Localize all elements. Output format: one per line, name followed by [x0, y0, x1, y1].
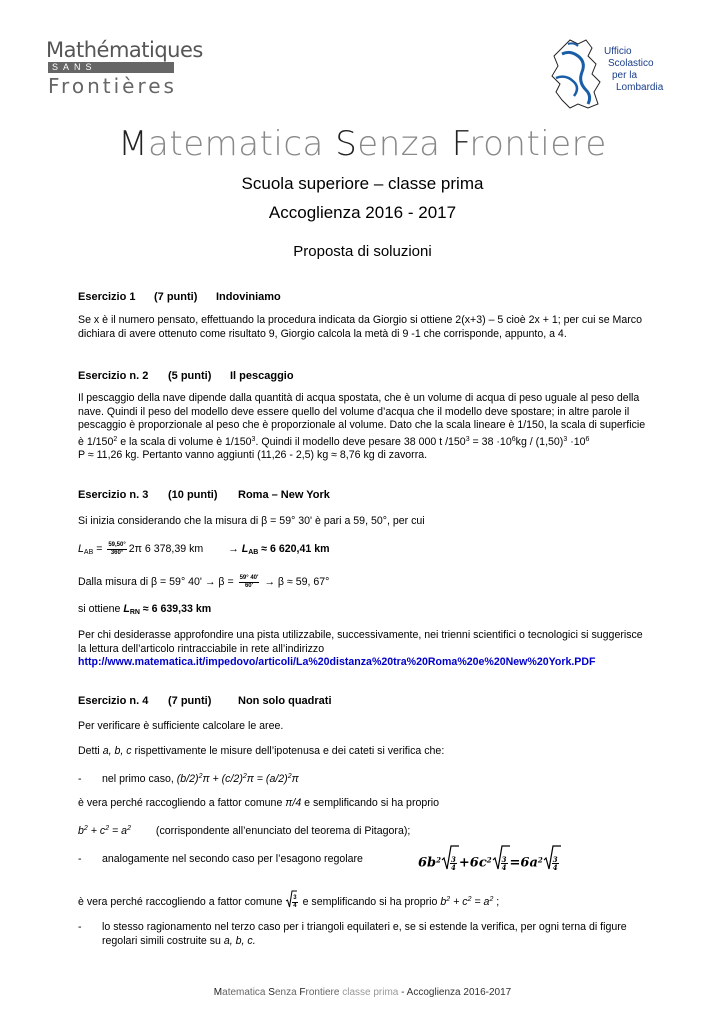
lab-calc: 2π 6 378,39 km	[128, 543, 204, 555]
ex3-title: Esercizio n. 3	[78, 489, 149, 501]
hf-6c: +6c	[458, 855, 487, 871]
c1-b: 2	[198, 773, 203, 780]
ex4-pythagoras	[78, 822, 653, 839]
logo-perla: per la	[612, 70, 638, 81]
lrn-symbol: L	[123, 603, 130, 615]
title-r3: rontiere	[469, 124, 607, 164]
b2-d: 2	[446, 895, 451, 903]
ex4-detti	[78, 745, 653, 759]
hf-exp2: 2	[486, 855, 492, 865]
logo-lombardia: Lombardia	[616, 82, 664, 93]
title-s: S	[335, 124, 358, 164]
res-sub: AB	[248, 549, 259, 556]
frac1-num: 59,50°	[108, 541, 126, 548]
hf-frac2-den: 4	[501, 862, 507, 872]
ex3-intro: Si inizia considerando che la misura di β = 59° 30' è pari a 59, 50°, per cui	[78, 515, 425, 527]
ex1-text: Se x è il numero pensato, effettuando la procedura indicata da Giorgio si ottiene 2(x+3) – 5 cioè 2x + 1; per cui se Marco dichiara di avere ottenuto come risultato 9, Giorgio calcola la metà di 9 -1 che corrisponde, appunto, a 4.	[78, 314, 642, 340]
title-r1: atematica	[148, 124, 336, 164]
title-f: F	[451, 124, 470, 164]
frac-5940-60	[239, 575, 260, 590]
ex2-s11: ·10	[567, 435, 586, 448]
res-value: ≈ 6 620,41 km	[258, 543, 330, 555]
logo-line2: SANS	[52, 62, 97, 72]
hf-frac2	[501, 856, 508, 871]
py-a: b	[78, 825, 84, 837]
ex2-s2: 2	[113, 435, 118, 443]
lab-sub: AB	[83, 549, 94, 556]
lab-symbol: L	[78, 543, 84, 555]
beta-result: → β ≈ 59, 67°	[264, 576, 330, 588]
ex3-further	[78, 629, 653, 670]
case3-text	[78, 921, 653, 948]
ex4-name: Non solo quadrati	[238, 695, 332, 707]
title-r2: enza	[357, 124, 452, 164]
lrn-text: si ottiene	[78, 603, 124, 615]
ex3-formula-lab	[78, 540, 653, 562]
ex4-title: Esercizio n. 4	[78, 695, 149, 707]
c1-a: (b/2)	[176, 773, 199, 785]
py-d: 2	[105, 825, 110, 832]
subtitle-solutions: Proposta di soluzioni	[293, 243, 432, 260]
ex4-intro: Per verificare è sufficiente calcolare le aree.	[78, 720, 284, 732]
ex2-s6: 3	[465, 435, 470, 443]
logo-line1: Mathématiques	[46, 38, 203, 62]
b2-i: ;	[493, 895, 500, 908]
because2-a: è vera perché raccogliendo a fattor comune	[78, 895, 286, 908]
because1-c: e semplificando si ha proprio	[301, 797, 440, 809]
ex3-points: (10 punti)	[168, 489, 218, 501]
ex1-heading	[78, 291, 281, 303]
logo-ufficio: Ufficio	[604, 46, 632, 57]
because2-frac-den: 4	[293, 902, 297, 909]
ex2-s3: e la scala di volume è 1/150	[117, 435, 252, 448]
logo-scolastico: Scolastico	[608, 58, 654, 69]
ex2-title: Esercizio n. 2	[78, 370, 149, 382]
ex2-points: (5 punti)	[168, 370, 212, 382]
because1-a: è vera perché raccogliendo a fattor comune	[78, 797, 286, 809]
footer-r2: enza	[274, 987, 300, 998]
dash-3: -	[78, 921, 82, 933]
detti-abc: a, b, c	[102, 745, 132, 757]
detti-a: Detti	[78, 745, 103, 757]
detti-rest: rispettivamente le misure dell’ipotenusa e dei cateti si verifica che:	[131, 745, 445, 757]
ex4-heading	[78, 695, 332, 707]
c1-c: π + (c/2)	[202, 773, 243, 785]
ex1-points: (7 punti)	[154, 291, 198, 303]
subtitle-year: Accoglienza 2016 - 2017	[268, 203, 457, 222]
ex2-text	[78, 392, 653, 463]
hf-frac3-num: 3	[552, 854, 558, 864]
lrn-value: ≈ 6 639,33 km	[139, 603, 212, 615]
b2-f: 2	[467, 895, 472, 903]
ex2-s8: 6	[511, 435, 516, 443]
lrn-sub: RN	[129, 609, 140, 616]
hexagon-formula	[418, 845, 561, 881]
ex3-name: Roma – New York	[238, 489, 330, 501]
because1-pi4: π/4	[285, 797, 302, 809]
arrow-1: →	[228, 543, 239, 555]
py-b: 2	[83, 825, 88, 832]
ex4-case1	[78, 770, 653, 787]
footer-class: classe prima	[339, 987, 399, 998]
ex4-case2	[78, 853, 653, 867]
ex4-because1	[78, 797, 653, 811]
frac-5950-360	[107, 542, 126, 557]
subtitle-level: Scuola superiore – classe prima	[241, 174, 484, 193]
ex4-points: (7 punti)	[168, 695, 212, 707]
ex2-result: P ≈ 11,26 kg. Pertanto vanno aggiunti (11,26 - 2,5) kg ≈ 8,76 kg di zavorra.	[78, 449, 428, 462]
py-note: (corrispondente all’enunciato del teorema di Pitagora);	[155, 825, 411, 837]
ufficio-scolastico-logo	[548, 34, 678, 114]
lab-eq: =	[93, 543, 106, 555]
res-symbol: L	[241, 543, 249, 555]
hf-6b: 6b	[418, 855, 437, 871]
ex2-s4: 3	[251, 435, 256, 443]
hf-6a: =6a	[509, 855, 538, 871]
ex2-s12: 6	[585, 435, 590, 443]
ex2-name: Il pescaggio	[230, 370, 294, 382]
dash-2: -	[78, 853, 82, 865]
hf-frac1	[450, 856, 457, 871]
hf-exp3: 2	[537, 855, 543, 865]
ex3-beta-line	[78, 573, 653, 591]
c1-e: π = (a/2)	[246, 773, 288, 785]
ex1-title: Esercizio 1	[78, 291, 136, 303]
further-text: Per chi desiderasse approfondire una pista utilizzabile, successivamente, nei trienni scientifici o tecnologici si suggerisce la lettura dell’articolo rintracciabile in rete all’indirizzo	[78, 629, 643, 655]
hf-frac2-num: 3	[501, 854, 507, 864]
page-title	[0, 124, 725, 164]
ex2-s5: . Quindi il modello deve pesare 38 000 t /150	[255, 435, 466, 448]
case3-b: a, b, c.	[223, 934, 256, 947]
logo-line3: Frontières	[48, 74, 177, 98]
frac1-den: 360°	[110, 549, 124, 556]
beta-text: Dalla misura di β = 59° 40' → β =	[78, 576, 237, 588]
case1-label: nel primo caso,	[102, 773, 177, 785]
ex4-because2	[78, 890, 653, 914]
ex3-heading	[78, 489, 330, 501]
footer-acc: - Accoglienza 2016-2017	[398, 987, 512, 998]
footer-s: S	[268, 987, 275, 998]
ex3-lrn-line	[78, 603, 653, 620]
footer-f: F	[299, 987, 306, 998]
ex2-scale-line	[78, 433, 653, 450]
because2-b: e semplificando si ha proprio	[299, 895, 441, 908]
case3-a: lo stesso ragionamento nel terzo caso per i triangoli equilateri e, se si estende la verifica, per ogni terna di figure regolari simili costruite su	[102, 921, 627, 947]
because2-frac	[292, 895, 297, 910]
py-e: = a	[109, 825, 128, 837]
ex2-paragraph: Il pescaggio della nave dipende dalla quantità di acqua spostata, che è un volume di acqua di peso uguale al peso della nave. Quindi il peso del modello deve essere quello del volume d’acqua che il modello deve spostare; in altre parole il pescaggio è proporzionale al peso che è proporzionale al volume. Dato che la scala lineare è 1/150, la scala di superficie	[78, 392, 646, 432]
ex2-s7: = 38 ·10	[469, 435, 512, 448]
py-c: + c	[87, 825, 106, 837]
footer-m: M	[213, 987, 223, 998]
frac2-num: 59° 40'	[239, 574, 259, 581]
msf-logo	[46, 38, 203, 98]
ex2-s1: è 1/150	[78, 435, 114, 448]
b2-h: 2	[489, 895, 494, 903]
footer-r1: atematica	[222, 987, 269, 998]
b2-e: + c	[450, 895, 468, 908]
hf-frac3-den: 4	[552, 862, 558, 872]
c1-d: 2	[242, 773, 247, 780]
case2-label: analogamente nel secondo caso per l’esagono regolare	[102, 853, 363, 865]
b2-g: = a	[471, 895, 490, 908]
py-f: 2	[127, 825, 131, 832]
page-footer	[0, 987, 725, 998]
footer-r3: rontiere	[305, 987, 340, 998]
ex4-case3	[78, 921, 653, 948]
dash-1: -	[78, 773, 82, 785]
ex2-heading	[78, 370, 294, 382]
c1-f: 2	[287, 773, 292, 780]
article-link[interactable]: http://www.matematica.it/impedovo/articoli/La%20distanza%20tra%20Roma%20e%20New%20York.PDF	[78, 656, 596, 669]
title-m: M	[118, 124, 149, 164]
frac2-den: 60'	[244, 582, 254, 589]
hf-frac1-num: 3	[451, 854, 456, 864]
hf-frac3	[552, 856, 559, 871]
ex1-name: Indoviniamo	[216, 291, 281, 303]
b2-c: b	[440, 895, 447, 908]
hf-frac1-den: 4	[451, 862, 456, 872]
c1-g: π	[291, 773, 299, 785]
ex2-s10: 3	[563, 435, 568, 443]
because2-frac-num: 3	[293, 894, 297, 901]
ex2-s9: kg / (1,50)	[515, 435, 564, 448]
hf-exp1: 2	[436, 855, 442, 865]
